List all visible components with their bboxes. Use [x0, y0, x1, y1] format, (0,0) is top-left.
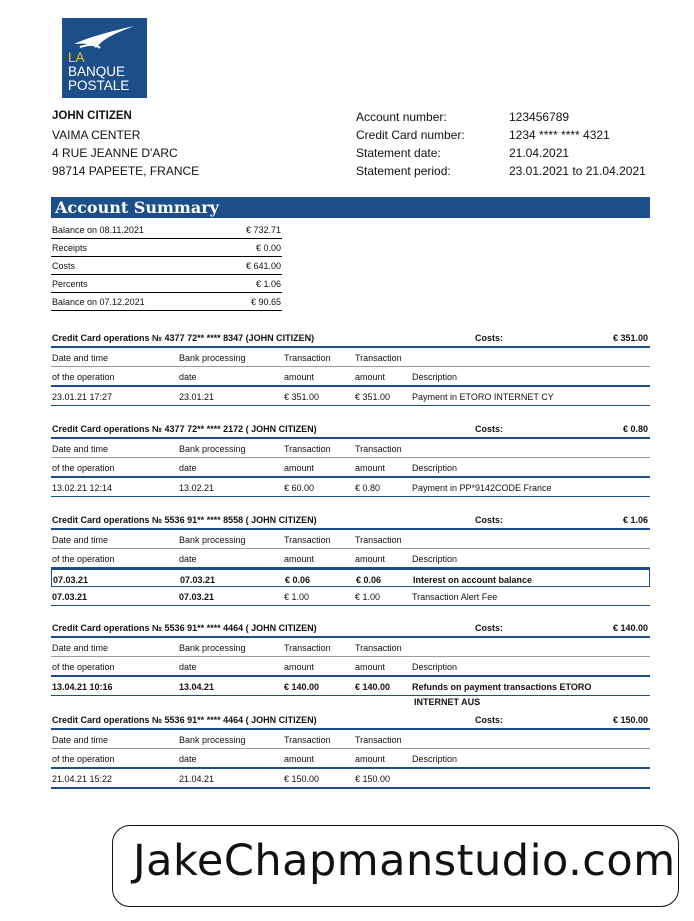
cell-date: 23.01.21 17:27	[52, 392, 113, 402]
costs-label: Costs:	[475, 424, 504, 434]
column-header: Description	[412, 463, 458, 473]
logo-text-la: LA	[68, 50, 85, 65]
cell-processing-date: 23.01.21	[179, 392, 215, 402]
column-header: Transaction	[355, 444, 402, 454]
section-header	[51, 710, 650, 730]
cell-date: 07.03.21	[53, 575, 89, 585]
section-header	[51, 510, 650, 530]
column-header: Date and time	[52, 643, 109, 653]
summary-row-costs	[51, 256, 282, 275]
cell-amount: € 0.06	[356, 575, 382, 585]
column-header: amount	[355, 554, 386, 564]
column-header-row	[51, 439, 650, 458]
cell-processing-date: 13.02.21	[179, 483, 215, 493]
column-header: date	[179, 463, 197, 473]
column-header-row	[51, 348, 650, 367]
cell-date: 21.04.21 15:22	[52, 774, 113, 784]
column-header: of the operation	[52, 372, 115, 382]
summary-row-percents	[51, 274, 282, 293]
cell-description: Transaction Alert Fee	[412, 592, 498, 602]
section-title: Credit Card operations № 4377 72** **** 8347 (JOHN CITIZEN)	[52, 333, 315, 343]
cell-processing-date: 13.04.21	[179, 682, 215, 692]
cell-description: Payment in ETORO INTERNET CY	[412, 392, 554, 402]
column-header: Bank processing	[179, 643, 246, 653]
summary-value: € 90.65	[250, 297, 281, 307]
customer-name: JOHN CITIZEN	[52, 110, 132, 122]
column-header: Transaction	[284, 444, 331, 454]
column-header: Description	[412, 662, 458, 672]
column-header: Bank processing	[179, 735, 246, 745]
summary-label: Balance on 07.12.2021	[52, 297, 145, 307]
summary-row-receipts	[51, 238, 282, 257]
card-number-label: Credit Card number:	[356, 128, 465, 142]
watermark-text: JakeChapmanstudio.com	[133, 836, 676, 886]
cell-amount: € 1.00	[355, 592, 381, 602]
description-continuation-text: INTERNET AUS	[414, 697, 481, 707]
column-header: Transaction	[284, 735, 331, 745]
section-title: Credit Card operations № 4377 72** **** 2172 ( JOHN CITIZEN)	[52, 424, 317, 434]
cell-amount: € 140.00	[284, 682, 320, 692]
column-header: Date and time	[52, 735, 109, 745]
cell-processing-date: 21.04.21	[179, 774, 215, 784]
cell-description: Payment in PP*9142CODE France	[412, 483, 552, 493]
cell-date: 13.02.21 12:14	[52, 483, 113, 493]
column-header: of the operation	[52, 463, 115, 473]
cell-amount: € 0.06	[285, 575, 311, 585]
transaction-row	[51, 478, 650, 497]
cell-amount: € 0.80	[355, 483, 381, 493]
transaction-row	[51, 387, 650, 406]
summary-value: € 0.00	[255, 243, 281, 253]
statement-period-value: 23.01.2021 to 21.04.2021	[509, 164, 646, 178]
costs-label: Costs:	[475, 715, 504, 725]
column-header: Transaction	[355, 735, 402, 745]
column-header: of the operation	[52, 662, 115, 672]
account-summary-banner	[51, 197, 650, 218]
column-header: amount	[284, 463, 315, 473]
summary-row-opening-balance	[51, 220, 282, 239]
column-header: amount	[355, 754, 386, 764]
summary-label: Costs	[52, 261, 76, 271]
column-header: amount	[284, 662, 315, 672]
column-header: Date and time	[52, 353, 109, 363]
card-operations-section	[51, 710, 650, 789]
cell-processing-date: 07.03.21	[180, 575, 216, 585]
summary-label: Balance on 08.11.2021	[52, 225, 144, 235]
column-header: Transaction	[284, 535, 331, 545]
bird-logo-icon	[70, 24, 138, 50]
column-header-row	[51, 638, 650, 657]
transaction-row	[51, 769, 650, 789]
section-title: Credit Card operations № 5536 91** **** 8558 ( JOHN CITIZEN)	[52, 515, 317, 525]
cell-amount: € 351.00	[355, 392, 391, 402]
costs-value: € 0.80	[622, 424, 648, 434]
column-header: of the operation	[52, 554, 115, 564]
statement-date-label: Statement date:	[356, 146, 441, 160]
column-header: amount	[284, 754, 315, 764]
column-header: amount	[355, 662, 386, 672]
costs-label: Costs:	[475, 333, 504, 343]
column-header: Transaction	[284, 353, 331, 363]
cell-amount: € 150.00	[355, 774, 391, 784]
logo-text-banque: BANQUE	[68, 64, 126, 79]
costs-value: € 140.00	[612, 623, 648, 633]
column-header: Transaction	[355, 535, 402, 545]
summary-value: € 1.06	[255, 279, 281, 289]
account-number-label: Account number:	[356, 110, 447, 124]
cell-amount: € 351.00	[284, 392, 320, 402]
card-number-value: 1234 **** **** 4321	[509, 128, 610, 142]
column-header-row	[51, 549, 650, 569]
column-header: date	[179, 662, 197, 672]
cell-amount: € 140.00	[355, 682, 391, 692]
column-header: Description	[412, 754, 458, 764]
cell-amount: € 150.00	[284, 774, 320, 784]
account-summary-title: Account Summary	[55, 198, 219, 217]
description-continuation	[51, 696, 650, 710]
column-header: of the operation	[52, 754, 115, 764]
customer-address-line3: 98714 PAPEETE, FRANCE	[52, 164, 200, 178]
statement-date-value: 21.04.2021	[509, 146, 570, 160]
cell-date: 13.04.21 10:16	[52, 682, 113, 692]
costs-value: € 351.00	[612, 333, 648, 343]
costs-label: Costs:	[475, 515, 504, 525]
section-title: Credit Card operations № 5536 91** **** 4464 ( JOHN CITIZEN)	[52, 623, 317, 633]
section-header	[51, 618, 650, 638]
costs-value: € 150.00	[612, 715, 648, 725]
transaction-row	[51, 677, 650, 696]
column-header-row	[51, 367, 650, 387]
cell-description: Interest on account balance	[413, 575, 533, 585]
section-title: Credit Card operations № 5536 91** **** 4464 ( JOHN CITIZEN)	[52, 715, 317, 725]
transaction-row	[51, 587, 650, 606]
column-header-row	[51, 657, 650, 677]
column-header: amount	[284, 554, 315, 564]
column-header-row	[51, 749, 650, 769]
cell-amount: € 1.00	[284, 592, 310, 602]
column-header: amount	[355, 463, 386, 473]
cell-processing-date: 07.03.21	[179, 592, 215, 602]
summary-label: Receipts	[52, 243, 88, 253]
column-header: amount	[284, 372, 315, 382]
column-header: amount	[355, 372, 386, 382]
column-header-row	[51, 458, 650, 478]
summary-label: Percents	[52, 279, 88, 289]
card-operations-section	[51, 618, 650, 710]
logo-text-postale: POSTALE	[68, 78, 130, 93]
card-operations-section	[51, 328, 650, 406]
column-header: date	[179, 372, 197, 382]
account-number-value: 123456789	[509, 110, 570, 124]
column-header: Bank processing	[179, 444, 246, 454]
column-header: Transaction	[355, 643, 402, 653]
column-header-row	[51, 530, 650, 549]
column-header: Bank processing	[179, 353, 246, 363]
column-header: Date and time	[52, 444, 109, 454]
column-header-row	[51, 730, 650, 749]
summary-value: € 732.71	[245, 225, 281, 235]
cell-description: Refunds on payment transactions ETORO	[412, 682, 592, 692]
section-header	[51, 419, 650, 439]
customer-address-line2: 4 RUE JEANNE D'ARC	[52, 146, 178, 160]
costs-value: € 1.06	[622, 515, 648, 525]
column-header: Transaction	[284, 643, 331, 653]
column-header: date	[179, 554, 197, 564]
column-header: Bank processing	[179, 535, 246, 545]
column-header: Description	[412, 554, 458, 564]
column-header: Description	[412, 372, 458, 382]
card-operations-section	[51, 510, 650, 606]
summary-value: € 641.00	[245, 261, 281, 271]
cell-date: 07.03.21	[52, 592, 88, 602]
summary-row-closing-balance	[51, 292, 282, 311]
customer-address-line1: VAIMA CENTER	[52, 128, 141, 142]
cell-amount: € 60.00	[284, 483, 315, 493]
costs-label: Costs:	[475, 623, 504, 633]
section-header	[51, 328, 650, 348]
column-header: Transaction	[355, 353, 402, 363]
column-header: date	[179, 754, 197, 764]
card-operations-section	[51, 419, 650, 497]
statement-period-label: Statement period:	[356, 164, 451, 178]
transaction-row-highlighted	[51, 569, 650, 587]
watermark-box	[112, 825, 679, 907]
bank-logo	[62, 18, 147, 98]
column-header: Date and time	[52, 535, 109, 545]
